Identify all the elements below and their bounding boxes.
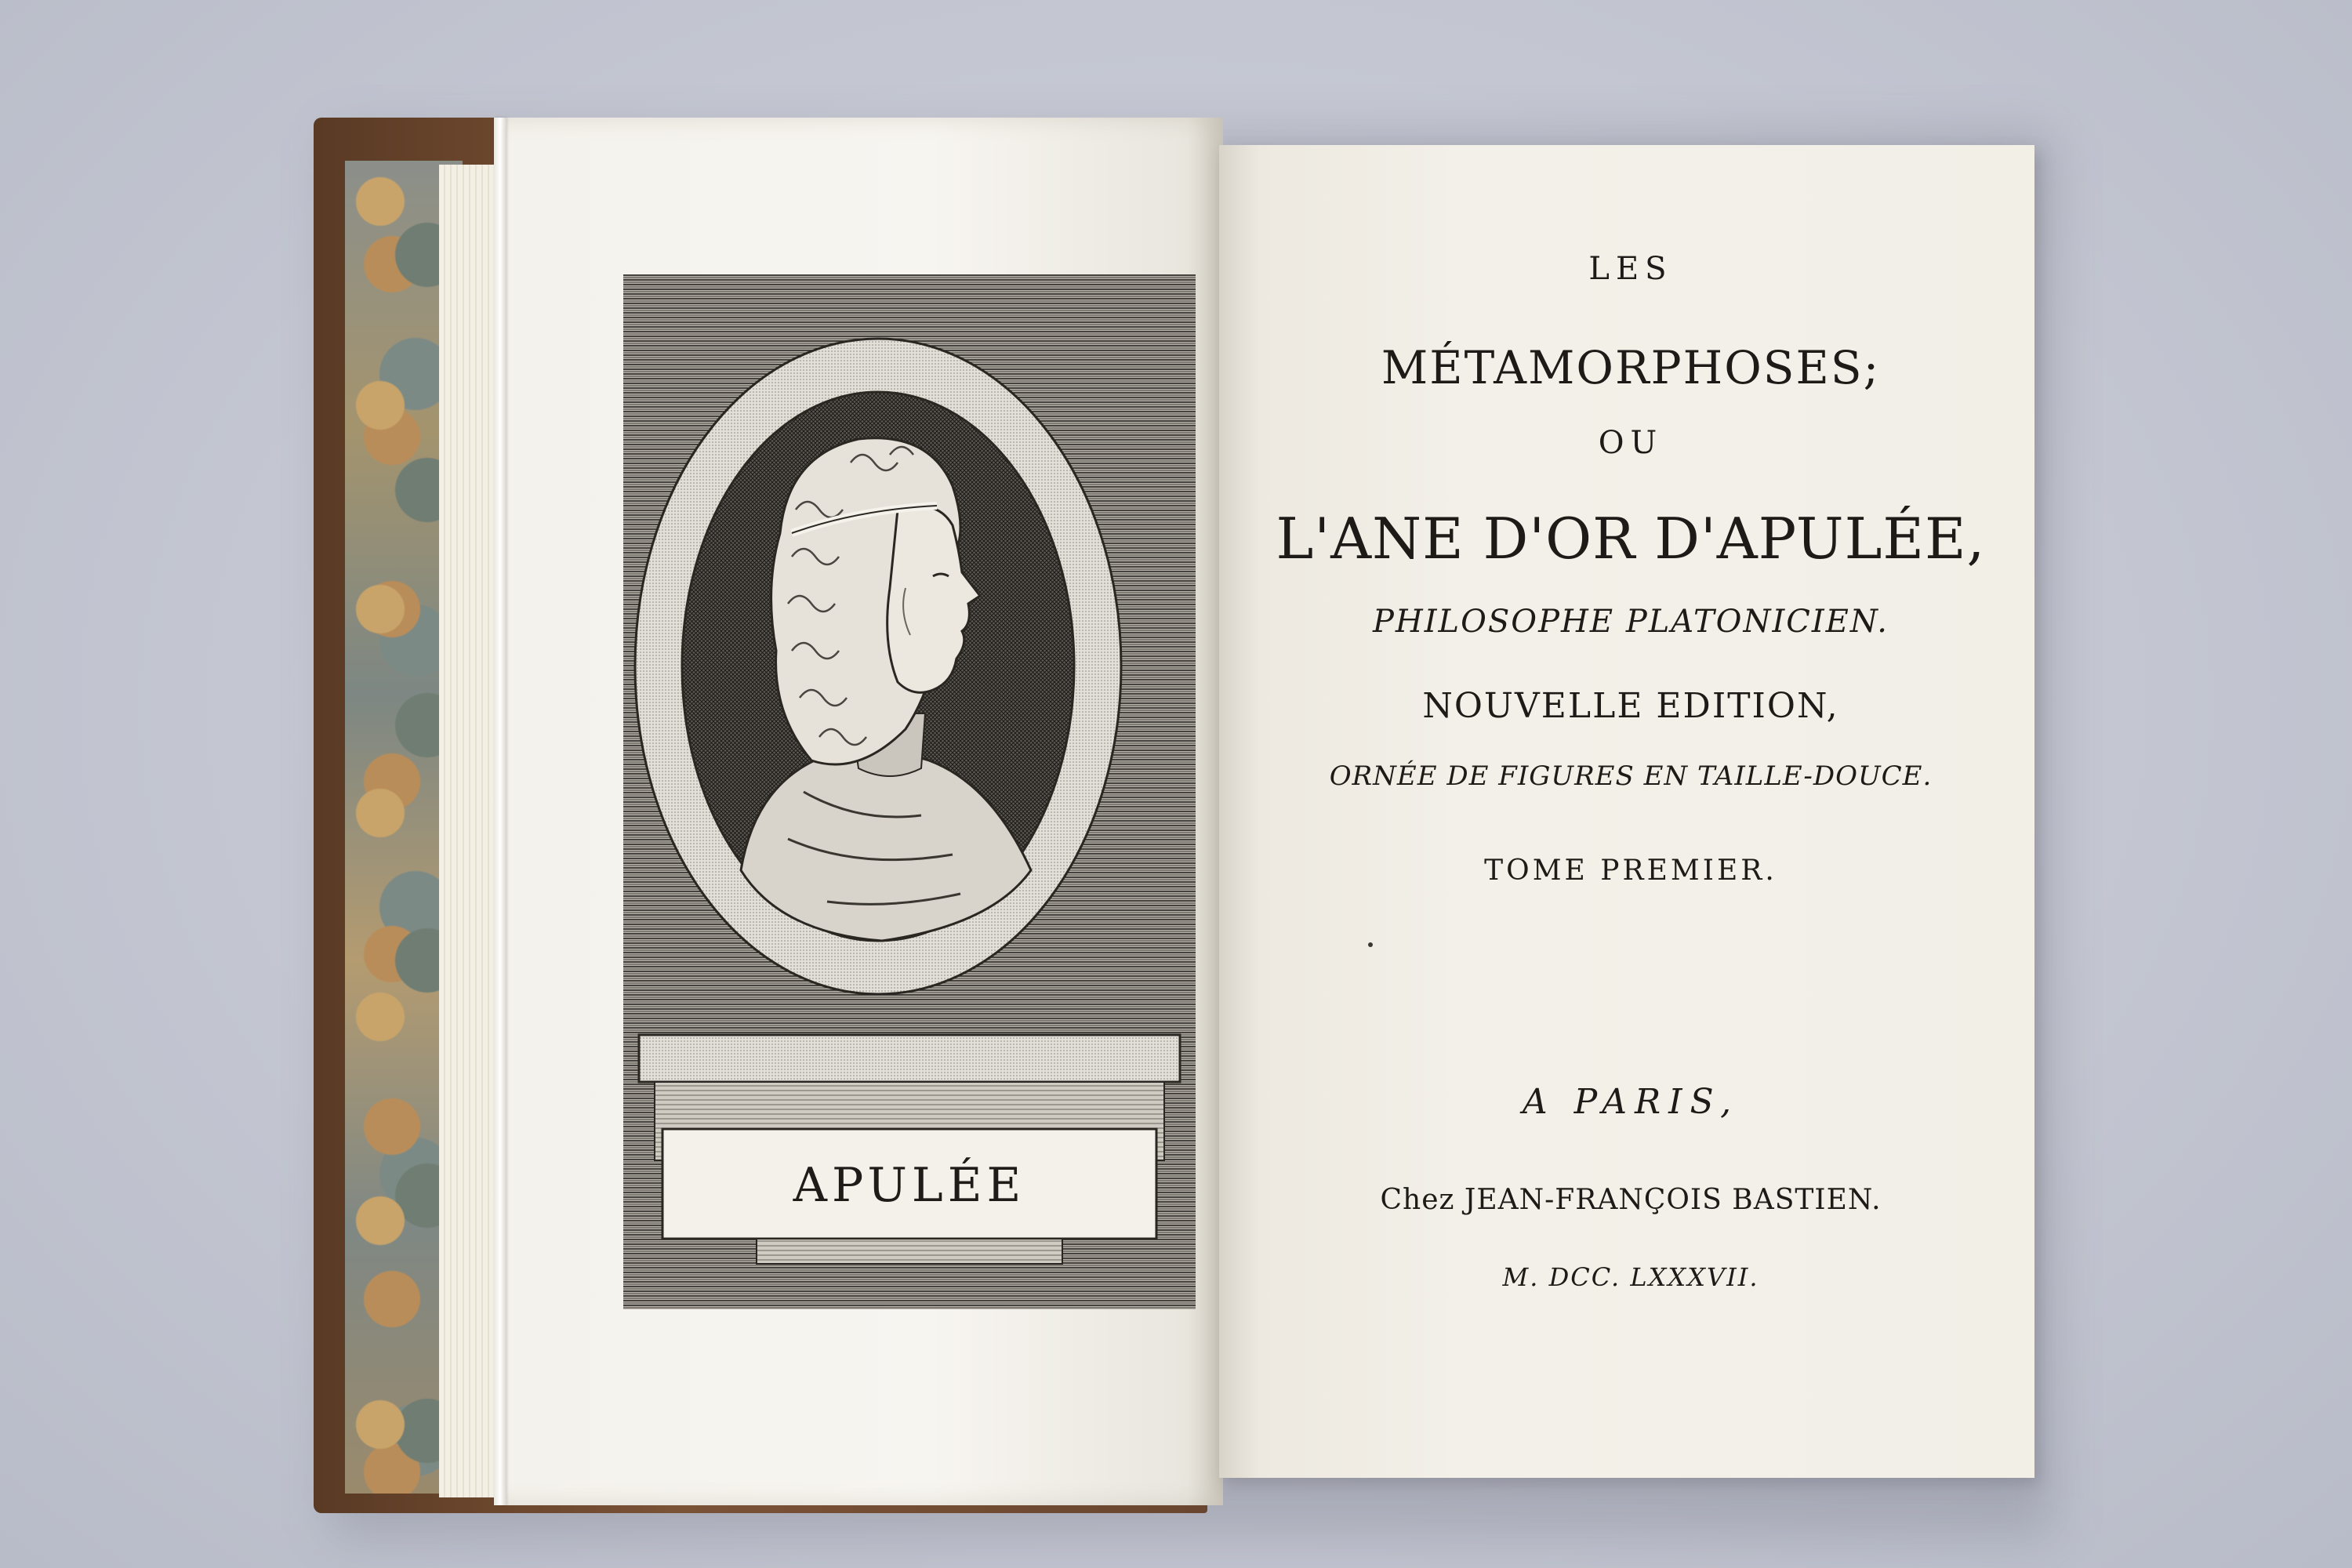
portrait-engraving xyxy=(623,274,1196,1309)
elastic-band xyxy=(494,118,506,1505)
title-line-edition: NOUVELLE EDITION, xyxy=(1422,686,1839,726)
title-line-tome: TOME PREMIER. xyxy=(1484,855,1777,887)
ink-dot xyxy=(1368,942,1373,947)
title-line-ane-dor: L'ANE D'OR D'APULÉE, xyxy=(1276,506,1986,572)
title-line-ornee: ORNÉE DE FIGURES EN TAILLE-DOUCE. xyxy=(1329,760,1933,792)
imprint-date: M. DCC. LXXXVII. xyxy=(1502,1262,1759,1292)
plaque-label: APULÉE xyxy=(793,1158,1026,1213)
imprint-publisher: Chez JEAN-FRANÇOIS BASTIEN. xyxy=(1380,1184,1882,1216)
title-line-les: LES xyxy=(1588,251,1673,287)
plaque-top xyxy=(639,1035,1180,1082)
title-line-metamorphoses: MÉTAMORPHOSES; xyxy=(1381,341,1881,394)
imprint-place: A PARIS, xyxy=(1522,1082,1740,1122)
title-line-philosophe: PHILOSOPHE PLATONICIEN. xyxy=(1372,604,1889,640)
title-line-ou: OU xyxy=(1598,425,1664,461)
